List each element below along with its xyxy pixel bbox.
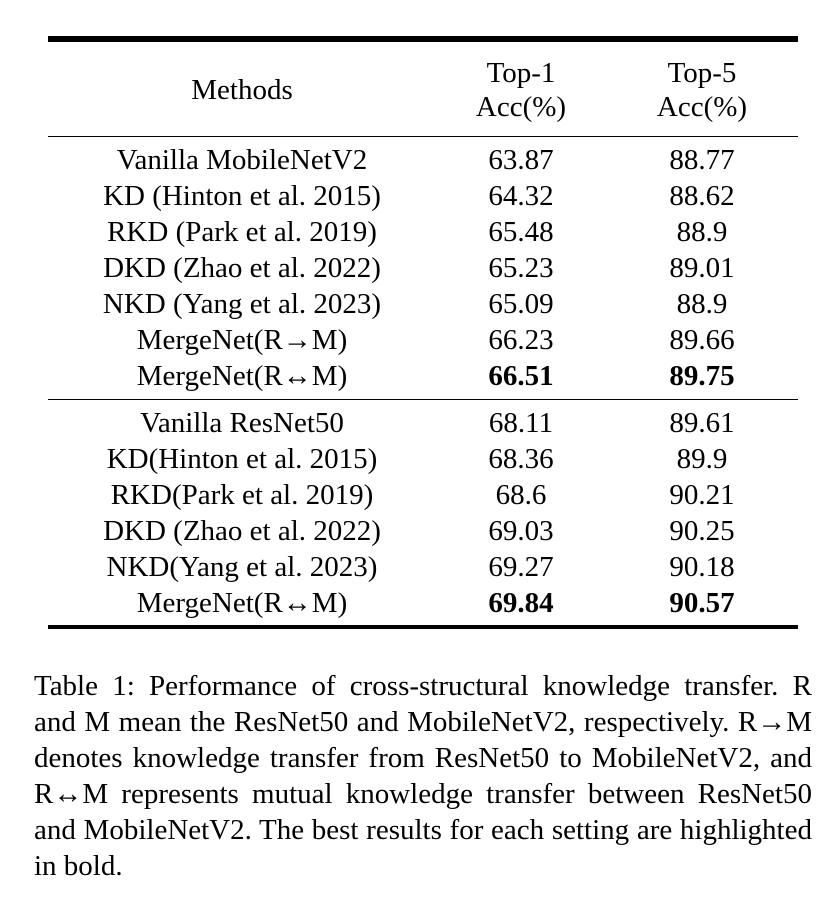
top5-cell: 90.21 [669,479,735,511]
results-table-container [48,36,798,629]
header-top5-line2: Acc(%) [656,91,748,123]
results-table [48,44,798,625]
top1-cell: 65.48 [488,216,554,248]
top1-cell-best: 69.84 [488,587,554,619]
top1-cell: 66.23 [488,324,554,356]
top1-cell: 68.36 [488,443,554,475]
table-row [48,441,798,477]
table-bottom-rule [48,625,798,629]
top5-cell: 88.9 [676,288,728,320]
method-cell: KD(Hinton et al. 2015) [106,443,378,475]
method-cell: MergeNet(R→M) [136,324,348,356]
method-cell: NKD(Yang et al. 2023) [106,551,378,583]
method-cell: Vanilla ResNet50 [140,407,344,439]
method-cell: DKD (Zhao et al. 2022) [103,515,381,547]
top1-cell-best: 66.51 [436,358,606,400]
table-row [48,214,798,250]
top1-cell: 63.87 [488,144,554,176]
table-row [48,137,798,179]
table-header [48,44,798,137]
table-row [48,513,798,549]
method-cell: RKD(Park et al. 2019) [110,479,374,511]
header-top5 [606,44,798,137]
table-caption [34,668,812,884]
header-top1-line2: Acc(%) [475,91,567,123]
top5-cell: 90.18 [669,551,735,583]
top1-cell: 69.27 [488,551,554,583]
header-methods: Methods [48,44,436,137]
table-top-rule [48,36,798,42]
table-row-best [48,358,798,400]
header-top5-line1: Top-5 [667,57,737,89]
method-cell: MergeNet(R↔M) [48,358,436,400]
top5-cell: 89.01 [669,252,735,284]
method-cell: Vanilla MobileNetV2 [116,144,368,176]
table-row [48,477,798,513]
top1-cell: 65.09 [488,288,554,320]
method-cell: KD (Hinton et al. 2015) [103,180,381,212]
table-row [48,178,798,214]
method-cell: MergeNet(R↔M) [136,587,348,619]
top5-cell: 88.62 [669,180,735,212]
top5-cell-best: 90.57 [669,587,735,619]
mobilenet-group [48,137,798,400]
resnet-group [48,400,798,626]
header-row [48,44,798,137]
table-row [48,400,798,442]
table-row [48,322,798,358]
method-cell: RKD (Park et al. 2019) [107,216,377,248]
top5-cell: 90.25 [669,515,735,547]
top1-cell: 65.23 [488,252,554,284]
top1-cell: 64.32 [488,180,554,212]
top5-cell: 89.9 [676,443,728,475]
top5-cell: 89.66 [669,324,735,356]
table-row [48,286,798,322]
method-cell: NKD (Yang et al. 2023) [102,288,382,320]
method-cell: DKD (Zhao et al. 2022) [103,252,381,284]
top1-cell: 68.6 [495,479,547,511]
top5-cell: 88.77 [669,144,735,176]
top5-cell: 88.9 [676,216,728,248]
caption-text: Table 1: Performance of cross-structural knowledge transfer. R and M mean the ResNet50 and MobileNetV2, respectively. R→M denotes knowledge transfer from ResNet50 to MobileNetV2, and R↔M represents mutual knowledge transfer between ResNet50 and MobileNetV2. The best results for each setting are highlighted in bold. [34,670,812,882]
header-top1-line1: Top-1 [486,57,556,89]
top5-cell: 89.61 [669,407,735,439]
top1-cell: 69.03 [488,515,554,547]
table-row [48,250,798,286]
table-row [48,549,798,585]
table-row-best [48,585,798,625]
top1-cell: 68.11 [488,407,554,439]
header-top1 [436,44,606,137]
top5-cell-best: 89.75 [606,358,798,400]
